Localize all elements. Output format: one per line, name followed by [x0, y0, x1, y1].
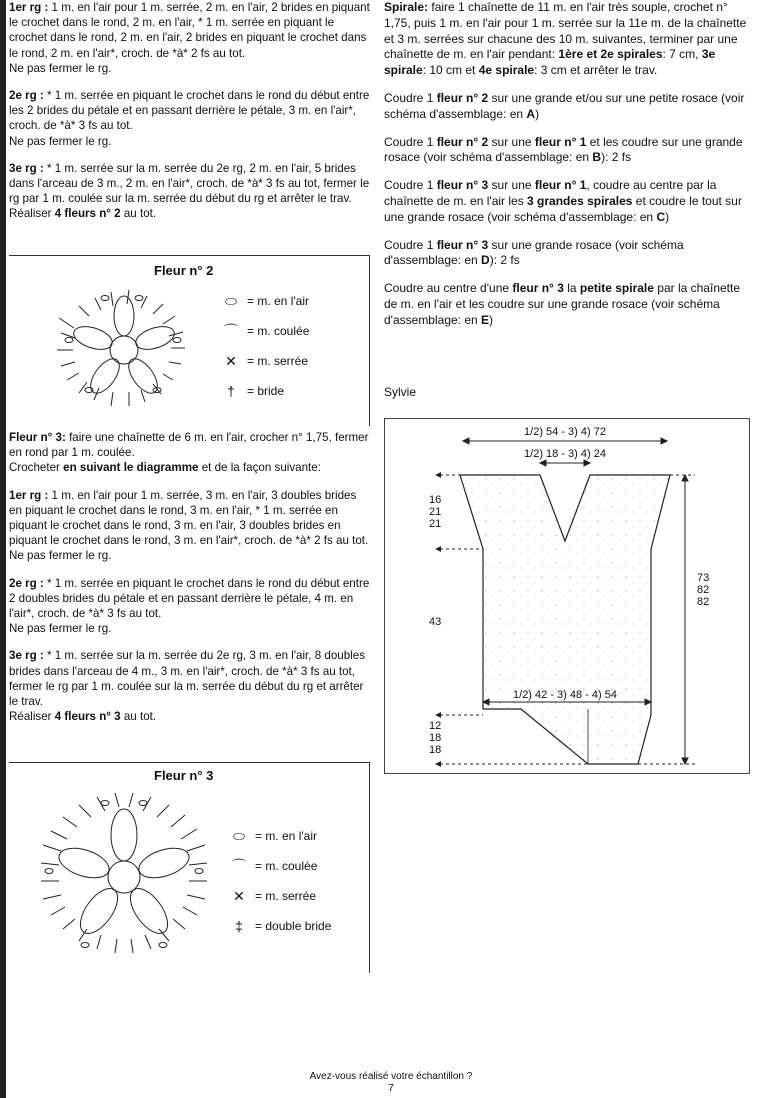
- legend-chain: [219, 286, 309, 316]
- p2-a: Coudre 1: [384, 134, 434, 149]
- p3-a: Coudre 1: [384, 178, 434, 193]
- single-crochet-icon: ✕: [233, 887, 245, 904]
- f2-r1-label: 1er rg :: [9, 1, 49, 14]
- legend-slip-label: = m. coulée: [247, 324, 310, 338]
- f3-petals: [55, 809, 192, 940]
- f3-realise-b: 4 fleurs n° 3: [54, 710, 121, 724]
- f2-center-ring: [110, 336, 138, 364]
- f3-head: Fleur n° 3:: [9, 431, 66, 444]
- garment-shape: [460, 475, 670, 764]
- legend3-treble-label: = double bride: [255, 919, 332, 933]
- f2-r2-text: * 1 m. serrée en piquant le crochet dans le rond du début entre les 2 brides du pétale et en passant derrière le pétale, 3 m. en l'air*, croch. de *à* 3 fs au tot.: [9, 89, 370, 133]
- p5-g: ): [489, 312, 494, 327]
- s1-val: : 7 cm,: [662, 47, 699, 62]
- schema-right-1: 73: [697, 572, 710, 584]
- garment-schema-svg: [385, 419, 749, 773]
- f2-r3-text: * 1 m. serrée sur la m. serrée du 2e rg, 2 m. en l'air, 5 brides dans l'arceau de 3 m., 2 m. en l'air*, croch. de *à* 3 fs au tot, fermer le rg par 1 m. coulée sur la m. serrée du début du rg et arrêter le trav.: [9, 161, 370, 206]
- legend-single-label: = m. serrée: [247, 354, 309, 368]
- s1-label: 1ère et 2e spirales: [558, 47, 663, 62]
- page-binding-edge: [0, 0, 6, 1098]
- flower3-instructions: [9, 430, 371, 724]
- p3-e: , coudre au centre par la chaînette de m. en l'air les: [384, 178, 717, 208]
- legend3-treble: [227, 911, 331, 941]
- s4-label: 4e spirale: [478, 63, 535, 78]
- p1-e: ): [535, 106, 540, 121]
- f3-r3-text: * 1 m. serrée sur la m. serrée du 2e rg, 3 m. en l'air, 8 doubles brides dans l'arceau de 4 m., 3 m. en l'air*, croch. de *à* 3 fs au tot, fermer le rg par 1 m. coulée sur la m. serrée du début du rg et arrêter le trav.: [9, 649, 365, 709]
- legend-slip: [219, 316, 309, 346]
- f2-realise-b: 4 fleurs n° 2: [54, 207, 121, 221]
- s4-val: : 3 cm et arrêter le trav.: [534, 63, 658, 78]
- p3-i: ): [665, 209, 670, 224]
- flower3-diagram-box: [9, 762, 370, 973]
- f3-r1-label: 1er rg :: [9, 488, 49, 502]
- chain-stitch-icon: ⬭: [233, 827, 245, 844]
- f3-outer-stitches: [41, 793, 207, 953]
- schema-left-top-3: 21: [429, 518, 442, 530]
- legend-single: [219, 346, 309, 376]
- f3-follow-a: Crocheter: [9, 461, 60, 475]
- schema-left-bot-3: 18: [429, 744, 442, 756]
- f3-center-ring: [108, 861, 140, 893]
- schema-left-bot-1: 12: [429, 720, 442, 732]
- s3-label: 3e spirale: [384, 47, 716, 78]
- p4-c: sur une grande rosace (voir schéma d'assemblage: en: [384, 237, 684, 268]
- spirale-label: Spirale:: [384, 0, 429, 14]
- schema-left-bot-2: 18: [429, 732, 442, 744]
- legend-double: [219, 376, 309, 406]
- single-crochet-icon: ✕: [225, 352, 237, 369]
- f2-realise-c: au tot.: [123, 207, 157, 221]
- legend-chain-label: = m. en l'air: [247, 294, 309, 308]
- flower2-diagram-box: [9, 255, 370, 426]
- f3-r2-note: Ne pas fermer le rg.: [9, 622, 112, 636]
- f3-follow-b: en suivant le diagramme: [63, 461, 199, 475]
- legend3-single-label: = m. serrée: [255, 889, 317, 903]
- garment-schema: [384, 418, 750, 774]
- p3-h: C: [656, 209, 666, 224]
- f3-realise-a: Réaliser: [9, 710, 52, 724]
- p3-d: fleur n° 1: [534, 178, 587, 193]
- footer-page-number: 7: [388, 1083, 394, 1094]
- p2-g: ): 2 fs: [601, 150, 632, 165]
- f3-r2-label: 2e rg :: [9, 576, 44, 590]
- p4-a: Coudre 1: [384, 237, 434, 252]
- legend3-slip-label: = m. coulée: [255, 859, 318, 873]
- p3-g: et coudre le tout sur une grande rosace (voir schéma d'assemblage: en: [384, 193, 742, 224]
- legend-double-label: = bride: [247, 384, 285, 398]
- flower3-title: Fleur n° 3: [154, 768, 214, 783]
- p3-c: sur une: [491, 178, 532, 193]
- right-column: [384, 0, 754, 341]
- p5-a: Coudre au centre d'une: [384, 281, 510, 296]
- f3-r1-note: Ne pas fermer le rg.: [9, 549, 112, 563]
- f2-realise-a: Réaliser: [9, 207, 52, 221]
- f3-r2-text: * 1 m. serrée en piquant le crochet dans le rond du début entre 2 doubles brides du pétale et en passant derrière le pétale, 4 m. en l'air*, croch. de *à* 3 fs au tot.: [9, 576, 370, 621]
- p1-c: sur une grande et/ou sur une petite rosace (voir schéma d'assemblage: en: [384, 90, 745, 121]
- p4-b: fleur n° 3: [436, 237, 489, 252]
- chain-stitch-icon: ⬭: [225, 292, 237, 309]
- double-crochet-icon: †: [227, 383, 235, 399]
- p2-f: B: [592, 150, 602, 165]
- p2-b: fleur n° 2: [436, 134, 489, 149]
- schema-left-top-2: 21: [429, 506, 442, 518]
- schema-right-3: 82: [697, 596, 710, 608]
- p5-b: fleur n° 3: [512, 281, 564, 296]
- legend3-single: [227, 881, 331, 911]
- footer-question: Avez-vous réalisé votre échantillon ?: [309, 1071, 473, 1082]
- s3-val: : 10 cm et: [422, 63, 476, 78]
- schema-top-a: 1/2) 54 - 3) 4) 72: [524, 426, 606, 438]
- f3-chain-loops: [45, 801, 203, 948]
- legend3-chain: [227, 821, 331, 851]
- p1-a: Coudre 1: [384, 90, 434, 105]
- p4-d: D: [481, 253, 490, 268]
- spirale-text: faire 1 chaînette de 11 m. en l'air très souple, crochet n° 1,75, puis 1 m. en l'air pour 1 m. serrée sur la 11e m. de la chaînette et 3 m. serrées sur chacune des 10 m. suivantes, terminer par une chaînette de m. en l'air pendant:: [384, 0, 747, 62]
- legend3-chain-label: = m. en l'air: [255, 829, 317, 843]
- flower3-diagram: [29, 785, 219, 970]
- f2-r3-label: 3e rg :: [9, 161, 44, 175]
- flower2-title: Fleur n° 2: [154, 263, 214, 278]
- slip-stitch-icon: ⌒: [232, 858, 246, 874]
- f3-follow-c: et de la façon suivante:: [201, 461, 321, 475]
- f2-outer-stitches: [57, 290, 185, 406]
- schema-left-mid: 43: [429, 616, 442, 628]
- flower2-instructions: [9, 0, 371, 222]
- legend3-slip: [227, 851, 331, 881]
- f2-r2-label: 2e rg :: [9, 89, 44, 103]
- treble-crochet-icon: ‡: [235, 918, 243, 934]
- flower2-legend: [219, 286, 309, 406]
- p3-b: fleur n° 3: [436, 178, 489, 193]
- p2-e: et les coudre sur une grande rosace (voir schéma d'assemblage: en: [384, 134, 743, 165]
- p4-e: ): 2 fs: [489, 253, 520, 268]
- p5-e: par la chaînette de m. en l'air et les coudre sur une grande rosace (voir schéma d'assemblage: en: [384, 281, 741, 327]
- f3-r1-text: 1 m. en l'air pour 1 m. serrée, 3 m. en l'air, 3 doubles brides en piquant le crochet dans le rond, 3 m. en l'air, * 1 m. serrée en piquant le crochet dans le rond, 3 m. en l'air, 3 doubles brides en piquant le crochet dans le rond, 3 m. en l'air*, croch. de *à* 2 fs au tot.: [9, 488, 369, 548]
- p1-b: fleur n° 2: [436, 90, 489, 105]
- f2-r1-text: 1 m. en l'air pour 1 m. serrée, 2 m. en l'air, 2 brides en piquant le crochet dans le rond, 2 m. en l'air, * 1 m. serrée en piquant le crochet dans le rond, 2 m. en l'air, 2 brides en piquant le crochet dans le rond, 2 m. en l'air*, croch. de *à* 2 fs au tot.: [9, 1, 370, 60]
- p5-f: E: [481, 312, 490, 327]
- schema-left-top-1: 16: [429, 494, 442, 506]
- p5-c: la: [567, 281, 577, 296]
- p1-d: A: [526, 106, 536, 121]
- schema-bottom: 1/2) 42 - 3) 48 - 4) 54: [513, 689, 617, 701]
- p2-d: fleur n° 1: [534, 134, 587, 149]
- flower3-legend: [227, 821, 331, 941]
- slip-stitch-icon: ⌒: [224, 323, 238, 339]
- f3-r3-label: 3e rg :: [9, 649, 44, 663]
- f3-head-text: faire une chaînette de 6 m. en l'air, crocher n° 1,75, fermer en rond par 1 m. coulée.: [9, 431, 369, 460]
- flower2-diagram: [39, 278, 209, 423]
- schema-right-2: 82: [697, 584, 710, 596]
- p5-d: petite spirale: [579, 281, 654, 296]
- f2-r1-note: Ne pas fermer le rg.: [9, 61, 112, 75]
- f3-realise-c: au tot.: [123, 710, 157, 724]
- schema-top-b: 1/2) 18 - 3) 4) 24: [524, 448, 606, 460]
- f2-r2-note: Ne pas fermer le rg.: [9, 134, 112, 148]
- author-signature: Sylvie: [384, 385, 417, 399]
- p2-c: sur une: [491, 134, 532, 149]
- p3-f: 3 grandes spirales: [527, 193, 633, 208]
